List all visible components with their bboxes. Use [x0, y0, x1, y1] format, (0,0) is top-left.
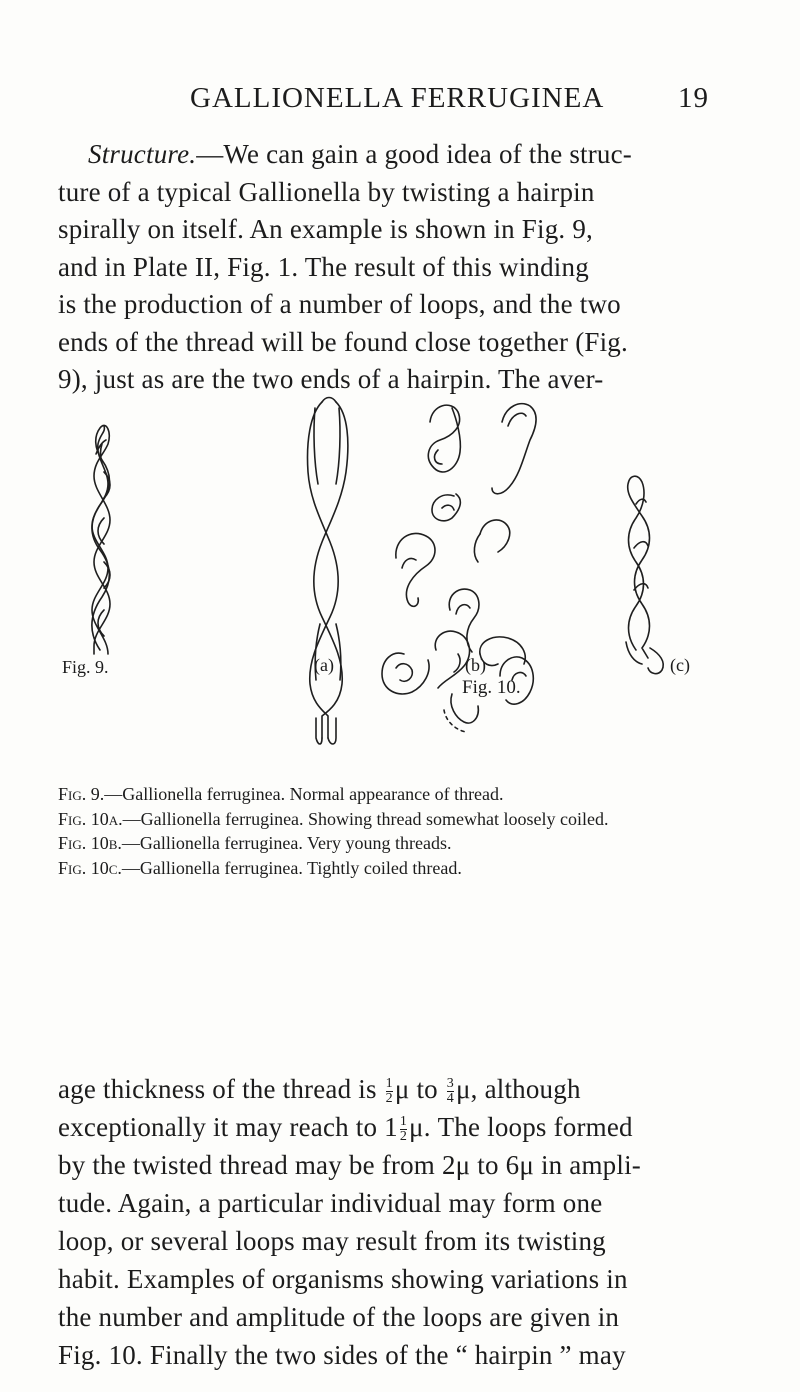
fig10a-label: (a) [314, 655, 334, 675]
caption-text: —Gallionella ferruginea. Tightly coiled thread. [121, 857, 462, 878]
figure-illustrations [60, 392, 740, 787]
text-line-fragment: exceptionally it may reach to 1 [58, 1112, 398, 1142]
fig10c-label: (c) [670, 655, 690, 675]
caption-fig10a [58, 807, 748, 832]
text-line: 9), just as are the two ends of a hairpin. The aver- [58, 364, 604, 394]
fig10-label: Fig. 10. [462, 677, 521, 698]
text-line: by the twisted thread may be from 2μ to 6μ in ampli- [58, 1150, 641, 1180]
fig10a-thread-drawing [308, 398, 348, 745]
fraction-numerator: 3 [446, 1076, 454, 1092]
page-number: 19 [678, 82, 709, 114]
fig9-thread-drawing [92, 425, 110, 654]
text-line-fragment: μ to [394, 1074, 438, 1104]
caption-text: —Gallionella ferruginea. Showing thread somewhat loosely coiled. [122, 808, 609, 829]
caption-number: Fig. 9. [58, 784, 105, 804]
text-line [58, 1070, 740, 1108]
paragraph-thickness [58, 1070, 740, 1374]
caption-text: —Gallionella ferruginea. Very young threads. [121, 833, 452, 853]
figure-captions [58, 782, 748, 880]
text-line: tude. Again, a particular individual may form one [58, 1188, 603, 1218]
text-line-fragment: μ. The loops formed [409, 1112, 633, 1142]
caption-fig9 [58, 782, 748, 807]
caption-number: Fig. 10b. [58, 833, 122, 853]
figure-drawings [60, 392, 740, 787]
fraction-denominator: 2 [399, 1129, 408, 1145]
fig9-label: Fig. 9. [62, 657, 109, 677]
fig10b-label: (b) [465, 655, 486, 675]
text-line: ends of the thread will be found close together (Fig. [58, 326, 628, 357]
text-line [58, 136, 740, 174]
fraction-denominator: 2 [385, 1091, 393, 1107]
fraction-denominator: 4 [446, 1091, 454, 1107]
caption-fig10c [58, 856, 748, 881]
text-line: Fig. 10. Finally the two sides of the “ hairpin ” may [58, 1340, 626, 1370]
fraction-numerator: 1 [385, 1076, 393, 1092]
fraction [400, 1115, 407, 1144]
running-title: GALLIONELLA FERRUGINEA [190, 82, 605, 114]
paragraph-structure [58, 136, 740, 399]
text-line-fragment: —We can gain a good idea of the struc- [196, 139, 632, 169]
text-line: spirally on itself. An example is shown in Fig. 9, [58, 214, 593, 244]
text-line: the number and amplitude of the loops are given in [58, 1302, 620, 1332]
caption-fig10b [58, 831, 748, 856]
section-heading: Structure. [88, 139, 197, 169]
text-line: is the production of a number of loops, and the two [58, 289, 621, 319]
text-line [58, 1108, 740, 1146]
fig10c-thread-drawing [626, 476, 663, 673]
caption-number: Fig. 10c. [58, 857, 122, 878]
text-line-fragment: μ, although [456, 1074, 581, 1104]
caption-text: —Gallionella ferruginea. Normal appearance of thread. [104, 784, 504, 804]
text-line: habit. Examples of organisms showing variations in [58, 1264, 628, 1294]
text-line: and in Plate II, Fig. 1. The result of this winding [58, 251, 589, 282]
text-line: ture of a typical Gallionella by twisting a hairpin [58, 176, 595, 207]
caption-number: Fig. 10a. [58, 808, 123, 829]
fraction-numerator: 1 [399, 1114, 408, 1130]
fraction [386, 1077, 393, 1106]
text-line-fragment: age thickness of the thread is [58, 1074, 377, 1104]
text-line: loop, or several loops may result from its twisting [58, 1226, 606, 1256]
fraction [447, 1077, 454, 1106]
